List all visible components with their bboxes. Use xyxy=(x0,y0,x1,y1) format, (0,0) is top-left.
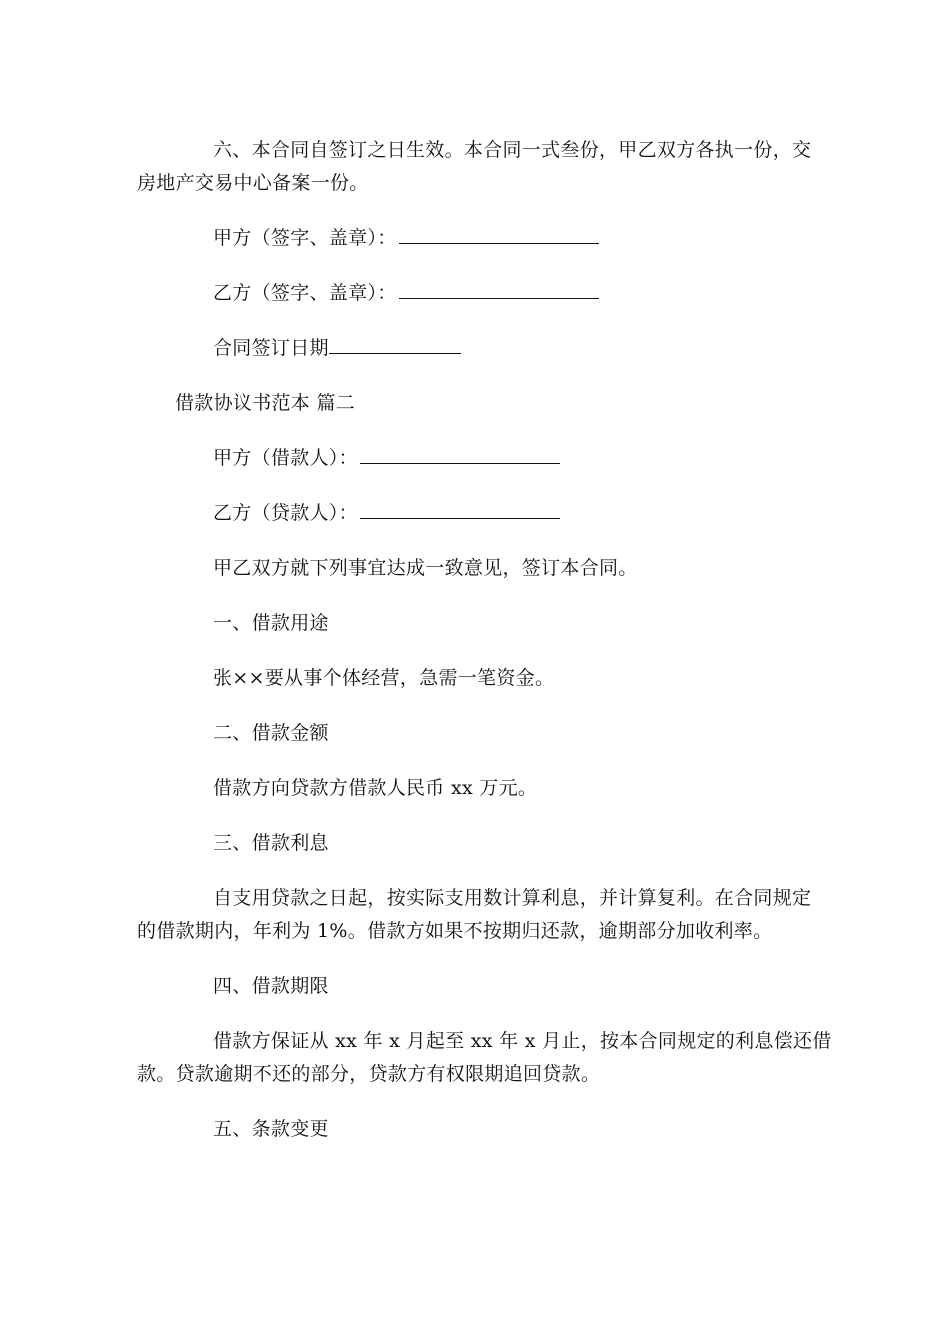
borrower-blank xyxy=(360,445,560,464)
heading-loan-term: 四、借款期限 xyxy=(213,975,329,997)
party-a-signature-blank xyxy=(399,225,599,244)
section-title: 借款协议书范本 篇二 xyxy=(175,392,356,414)
party-b-signature-label: 乙方（签字、盖章）： xyxy=(213,282,397,304)
lender-blank xyxy=(360,500,560,519)
loan-term-body-line2: 款。贷款逾期不还的部分，贷款方有权限期追回贷款。 xyxy=(137,1063,601,1085)
loan-purpose-body: 张××要从事个体经营，急需一笔资金。 xyxy=(213,667,555,689)
sign-date-row xyxy=(213,335,461,361)
clause-six-line1: 六、本合同自签订之日生效。本合同一式叁份，甲乙双方各执一份，交 xyxy=(213,139,812,161)
borrower-label: 甲方（借款人）： xyxy=(213,447,358,469)
sign-date-label: 合同签订日期 xyxy=(213,337,329,359)
lender-row xyxy=(213,500,560,526)
loan-interest-body-line1: 自支用贷款之日起，按实际支用数计算利息，并计算复利。在合同规定 xyxy=(213,887,812,909)
loan-amount-body: 借款方向贷款方借款人民币 xx 万元。 xyxy=(213,777,538,799)
heading-clause-change: 五、条款变更 xyxy=(213,1118,329,1140)
intro-paragraph: 甲乙双方就下列事宜达成一致意见，签订本合同。 xyxy=(213,557,638,579)
party-a-signature-row xyxy=(213,225,599,251)
heading-loan-amount: 二、借款金额 xyxy=(213,722,329,744)
party-a-signature-label: 甲方（签字、盖章）： xyxy=(213,227,397,249)
heading-loan-purpose: 一、借款用途 xyxy=(213,612,329,634)
loan-term-body-line1: 借款方保证从 xx 年 x 月起至 xx 年 x 月止，按本合同规定的利息偿还借 xyxy=(213,1030,832,1052)
loan-interest-body-line2: 的借款期内，年利为 1%。借款方如果不按期归还款，逾期部分加收利率。 xyxy=(137,920,773,942)
party-b-signature-blank xyxy=(399,280,599,299)
party-b-signature-row xyxy=(213,280,599,306)
sign-date-blank xyxy=(329,335,461,354)
lender-label: 乙方（贷款人）： xyxy=(213,502,358,524)
clause-six-line2: 房地产交易中心备案一份。 xyxy=(137,172,369,194)
heading-loan-interest: 三、借款利息 xyxy=(213,832,329,854)
borrower-row xyxy=(213,445,560,471)
